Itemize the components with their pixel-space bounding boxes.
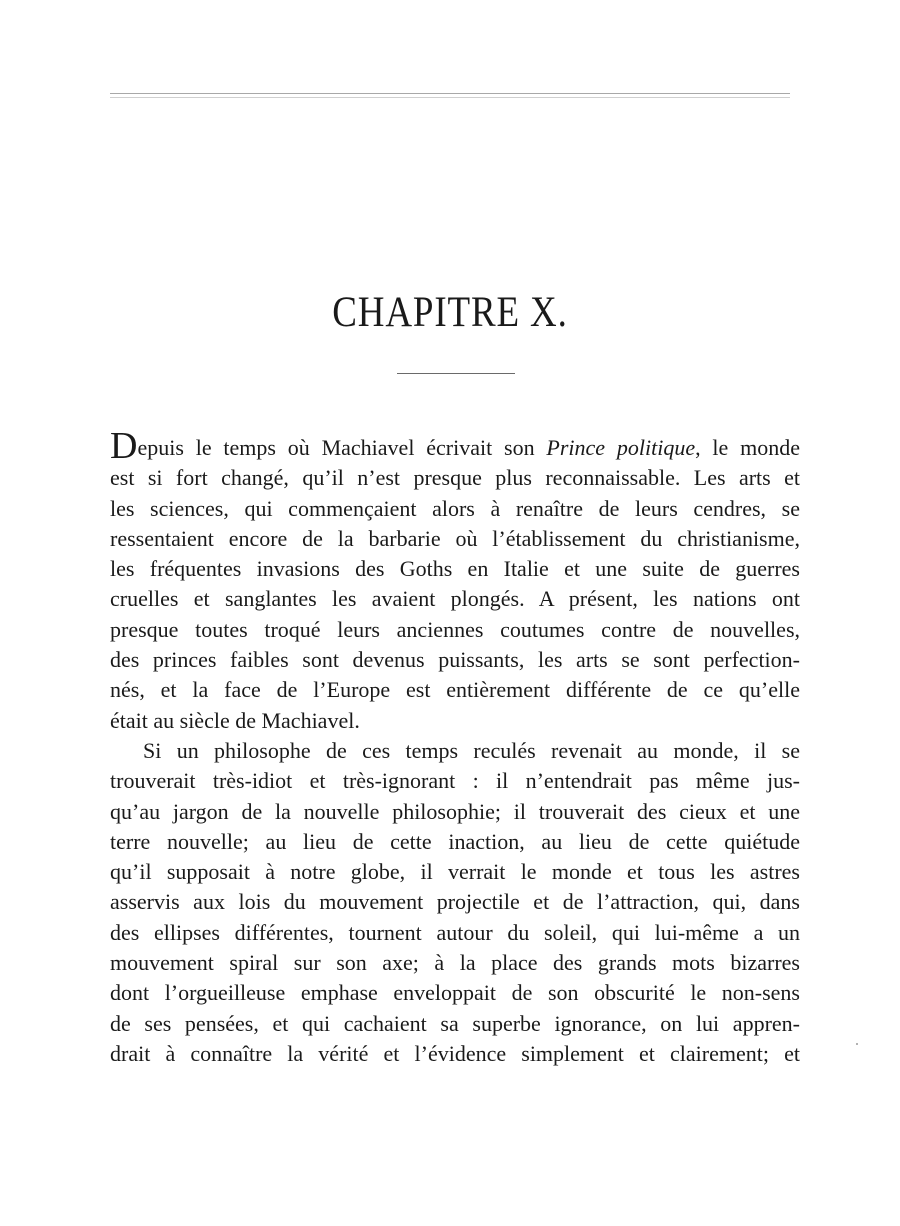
header-rule <box>110 93 790 94</box>
text-line: les sciences, qui commençaient alors à renaître de leurs cendres, se <box>110 495 800 521</box>
text-line: de ses pensées, et qui cachaient sa superbe ignorance, on lui appren- <box>110 1010 800 1036</box>
text-line: Si un philosophe de ces temps reculés revenait au monde, il se <box>143 737 800 763</box>
text-line <box>110 425 801 467</box>
text-line: cruelles et sanglantes les avaient plongés. A présent, les nations ont <box>110 586 800 612</box>
text-line: des princes faibles sont devenus puissants, les arts se sont perfection- <box>110 647 800 673</box>
line-text: , le monde <box>695 435 801 460</box>
header-rule-secondary <box>110 97 790 98</box>
italic-title: Prince politique <box>546 435 696 460</box>
text-line: ressentaient encore de la barbarie où l’établissement du christianisme, <box>110 525 800 551</box>
chapter-title: CHAPITRE X. <box>332 289 568 336</box>
line-text: epuis le temps où Machiavel écrivait son <box>137 435 547 460</box>
text-line: presque toutes troqué leurs anciennes coutumes contre de nouvelles, <box>110 616 800 642</box>
text-line: terre nouvelle; au lieu de cette inaction, au lieu de cette quiétude <box>110 828 800 854</box>
text-line: trouverait très-idiot et très-ignorant : il n’entendrait pas même jus- <box>110 768 800 794</box>
text-line: est si fort changé, qu’il n’est presque plus reconnaissable. Les arts et <box>110 465 800 491</box>
text-line: drait à connaître la vérité et l’évidence simplement et clairement; et <box>110 1040 800 1066</box>
title-divider <box>397 373 515 374</box>
text-line: des ellipses différentes, tournent autour du soleil, qui lui-même a un <box>110 919 800 945</box>
text-line: était au siècle de Machiavel. <box>110 707 360 733</box>
text-line: nés, et la face de l’Europe est entièrement différente de ce qu’elle <box>110 677 800 703</box>
text-line: qu’au jargon de la nouvelle philosophie; il trouverait des cieux et une <box>110 798 800 824</box>
margin-speck <box>856 1043 858 1045</box>
text-line: les fréquentes invasions des Goths en Italie et une suite de guerres <box>110 556 800 582</box>
text-line: dont l’orgueilleuse emphase enveloppait de son obscurité le non-sens <box>110 980 800 1006</box>
text-line: mouvement spiral sur son axe; à la place des grands mots bizarres <box>110 950 800 976</box>
paragraph-1 <box>110 425 801 736</box>
text-line: qu’il supposait à notre globe, il verrait le monde et tous les astres <box>110 859 800 885</box>
body-text <box>110 425 801 1069</box>
text-line: asservis aux lois du mouvement projectile et de l’attraction, qui, dans <box>110 889 800 915</box>
paragraph-2 <box>110 736 800 1069</box>
drop-cap: D <box>110 425 138 467</box>
